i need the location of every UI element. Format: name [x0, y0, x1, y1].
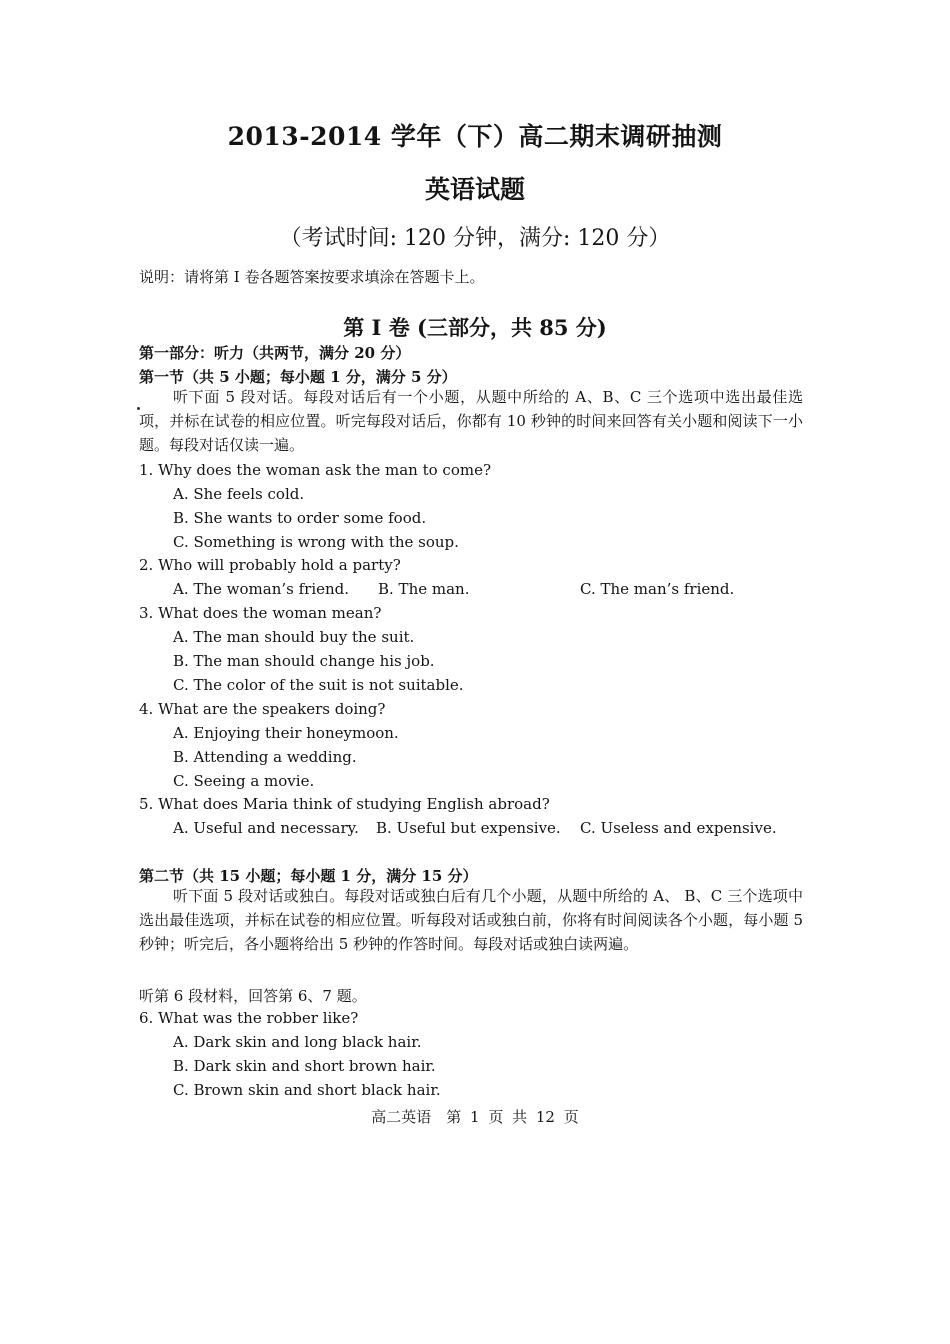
option-5b: B. Useful but expensive.	[376, 819, 561, 837]
option-5c: C. Useless and expensive.	[580, 819, 777, 837]
exam-note: 说明：请将第 I 卷各题答案按要求填涂在答题卡上。	[139, 268, 485, 286]
option-4a: A. Enjoying their honeymoon.	[173, 724, 399, 742]
option-2a: A. The woman’s friend.	[173, 580, 350, 598]
exam-subject: 英语试题	[424, 175, 525, 204]
option-5a: A. Useful and necessary.	[173, 819, 359, 837]
section1-heading: 第一节（共 5 小题；每小题 1 分，满分 5 分）	[139, 368, 457, 386]
option-6a: A. Dark skin and long black hair.	[173, 1033, 422, 1051]
section1-instructions: 听下面 5 段对话。每段对话后有一个小题，从题中所给的 A、B、C 三个选项中选出最佳选项，并标在试卷的相应位置。听完每段对话后，你都有 10 秒钟的时间来回答有关小题和阅读下一小题。每段对话仅读一遍。	[139, 388, 803, 454]
volume-title: 第 I 卷 (三部分，共 85 分)	[343, 315, 607, 340]
option-1b: B. She wants to order some food.	[173, 509, 427, 527]
material-note: 听第 6 段材料，回答第 6、7 题。	[139, 987, 367, 1005]
option-4b: B. Attending a wedding.	[173, 748, 357, 766]
question-2: 2. Who will probably hold a party?	[139, 556, 401, 574]
option-1c: C. Something is wrong with the soup.	[173, 533, 459, 551]
option-2c: C. The man’s friend.	[580, 580, 735, 598]
exam-info: （考试时间: 120 分钟，满分: 120 分）	[279, 226, 671, 251]
section2-instructions: 听下面 5 段对话或独白。每段对话或独白后有几个小题，从题中所给的 A、 B、C 三个选项中选出最佳选项，并标在试卷的相应位置。听每段对话或独白前，你将有时间阅读各个小题，每小题 5 秒钟；听完后，各小题将给出 5 秒钟的作答时间。每段对话或独白读两遍。	[139, 887, 803, 953]
page-footer: 高二英语 第 1 页 共 12 页	[371, 1108, 579, 1126]
option-3a: A. The man should buy the suit.	[173, 628, 415, 646]
option-3c: C. The color of the suit is not suitable.	[173, 676, 464, 694]
section2-heading: 第二节（共 15 小题；每小题 1 分，满分 15 分）	[139, 867, 478, 885]
option-2b: B. The man.	[378, 580, 470, 598]
option-6c: C. Brown skin and short black hair.	[173, 1081, 441, 1099]
question-1: 1. Why does the woman ask the man to come?	[139, 461, 492, 479]
option-6b: B. Dark skin and short brown hair.	[173, 1057, 436, 1075]
question-4: 4. What are the speakers doing?	[139, 700, 386, 718]
part1-heading: 第一部分：听力（共两节，满分 20 分）	[139, 344, 411, 362]
exam-title: 2013-2014 学年（下）高二期末调研抽测	[227, 122, 723, 151]
question-5: 5. What does Maria think of studying English abroad?	[139, 795, 550, 813]
question-6: 6. What was the robber like?	[139, 1009, 359, 1027]
question-3: 3. What does the woman mean?	[139, 604, 382, 622]
option-1a: A. She feels cold.	[173, 485, 305, 503]
option-3b: B. The man should change his job.	[173, 652, 435, 670]
option-4c: C. Seeing a movie.	[173, 772, 315, 790]
